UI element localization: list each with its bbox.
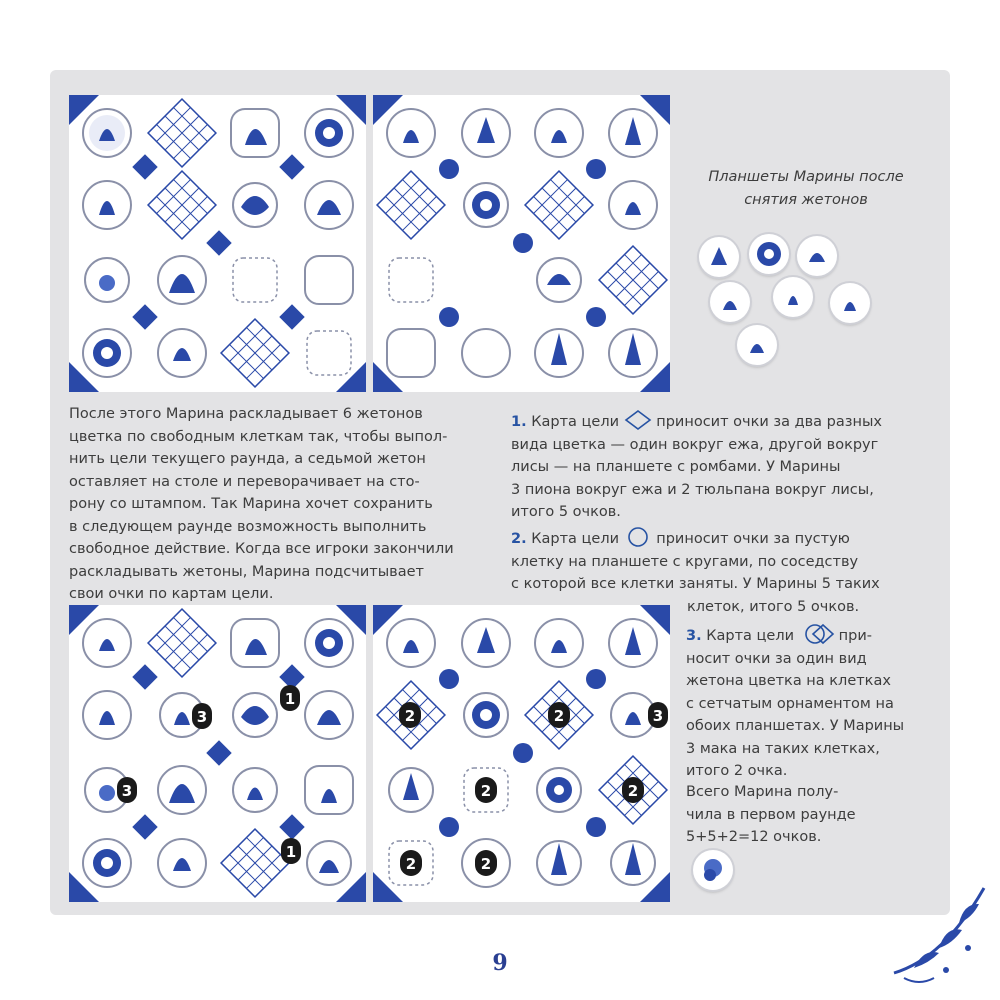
text-line: вида цветка — один вокруг ежа, другой вокруг	[511, 436, 879, 453]
score-badge-label: 3	[121, 782, 133, 800]
flower-token	[710, 282, 750, 322]
text-line: итого 5 очков.	[511, 504, 621, 520]
flower-token	[797, 236, 837, 276]
score-badge-label: 3	[652, 707, 664, 725]
board-circles-before	[373, 95, 670, 392]
score-badge-label: 2	[405, 855, 417, 873]
score-badge-label: 2	[553, 707, 565, 725]
text-line: нить цели текущего раунда, а седьмой жетон	[69, 451, 426, 467]
goal-number: 1.	[511, 414, 527, 430]
text-line: Карта цели	[706, 628, 795, 644]
score-badge-label: 2	[404, 707, 416, 725]
score-badge-label: 3	[196, 708, 208, 726]
text-line: свободное действие. Когда все игроки закончили	[69, 541, 454, 557]
flower-token	[830, 283, 870, 323]
flower-token	[749, 234, 789, 274]
text-line: Карта цели	[531, 531, 620, 547]
corner-ornament-icon	[884, 878, 992, 988]
text-line: 3 пиона вокруг ежа и 2 тюльпана вокруг лисы,	[511, 481, 874, 498]
text-line: раскладывать жетоны, Марина подсчитывает	[69, 563, 424, 580]
board-diamonds-after	[69, 605, 366, 902]
page-number: 9	[492, 950, 508, 976]
score-badge-label: 1	[285, 843, 297, 861]
score-badge-label: 2	[480, 782, 492, 800]
text-line: цветка по свободным клеткам так, чтобы выпол-	[69, 428, 448, 445]
circle-goal-icon	[624, 526, 652, 548]
score-badge-label: 2	[627, 782, 639, 800]
text-line: клетку на планшете с кругами, по соседству	[511, 553, 859, 570]
intro-paragraph	[69, 403, 489, 606]
diamond-goal-icon	[624, 409, 652, 431]
text-line: оставляет на столе и переворачивает на сто-	[69, 473, 420, 490]
board-circles-after	[373, 605, 670, 902]
total-score	[686, 781, 946, 849]
text-line: рону со штампом. Так Марина хочет сохранить	[69, 496, 433, 512]
score-badge-label: 1	[284, 690, 296, 708]
flower-token	[773, 277, 813, 317]
text-line: Всего Марина полу-	[686, 784, 839, 800]
text-line: 3 мака на таких клетках,	[686, 740, 880, 757]
goal-number: 2.	[511, 531, 527, 547]
text-line: носит очки за один вид	[686, 650, 867, 667]
text-line: с сетчатым орнаментом на	[686, 695, 894, 712]
text-line: с которой все клетки заняты. У Марины 5 таких	[511, 576, 880, 592]
combo-goal-icon	[799, 623, 839, 645]
text-line: в следующем раунде возможность выполнить	[69, 518, 427, 535]
text-line: приносит очки за два разных	[656, 414, 882, 430]
text-line: Карта цели	[531, 414, 620, 430]
text-line: приносит очки за пустую	[656, 531, 850, 547]
tiles-caption: Планшеты Марины после снятия жетонов	[708, 169, 904, 208]
text-line: клеток, итого 5 очков.	[687, 598, 860, 615]
flower-token	[737, 325, 777, 365]
text-line: чила в первом раунде	[686, 806, 856, 823]
text-line: свои очки по картам цели.	[69, 586, 274, 602]
goal-3	[686, 623, 946, 783]
flower-token	[699, 237, 739, 277]
goal-number: 3.	[686, 628, 702, 644]
text-line: После этого Марина раскладывает 6 жетонов	[69, 406, 423, 422]
goal-1	[511, 409, 931, 524]
text-line: обоих планшетах. У Марины	[686, 718, 905, 734]
text-line: при-	[838, 628, 872, 644]
score-badge-label: 2	[480, 855, 492, 873]
text-line: лисы — на планшете с ромбами. У Марины	[511, 459, 841, 475]
text-line: итого 2 очка.	[686, 763, 788, 779]
text-line: жетона цветка на клетках	[686, 673, 891, 689]
text-line: 5+5+2=12 очков.	[686, 829, 822, 845]
board-diamonds-before	[69, 95, 366, 392]
stamp-token	[693, 850, 733, 890]
